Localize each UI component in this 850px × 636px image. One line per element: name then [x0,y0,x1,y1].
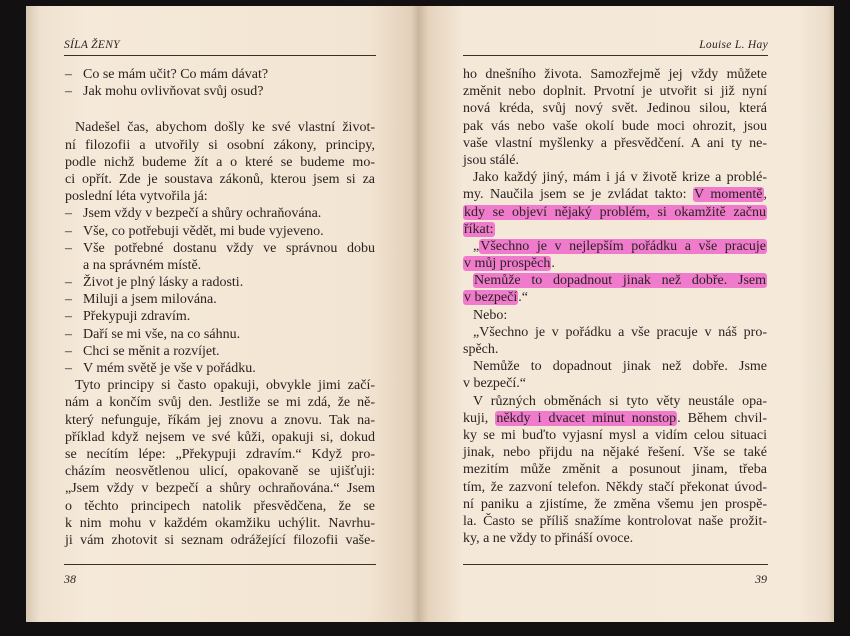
running-header-author: Louise L. Hay [699,39,768,51]
text-line [65,119,375,136]
list-item [65,223,375,240]
list-dash: – [65,326,72,342]
text-segment: spěch. [463,342,499,357]
text-segment: Překypuji zdravím. [83,309,191,325]
text-segment: Vše potřebné dostanu vždy ve správnou dobu [83,240,375,256]
text-segment: mezitím může změnit a posunout jinam, třeba [463,462,767,478]
text-line [463,238,767,255]
list-item [65,291,375,308]
page-number: 38 [64,572,76,586]
list-item [65,83,375,100]
page-number: 39 [755,572,767,586]
text-segment: nám a končím svůj den. Jestliže se mi zdá, že ně- [65,395,375,411]
text-segment: my. Naučila jsem se je zvládat takto: [463,187,694,203]
text-line [463,496,767,513]
list-item [65,308,375,325]
text-line [463,513,767,530]
highlighted-text: Nemůže to dopadnout jinak než dobře. Jsem [474,273,766,289]
text-segment: „ [473,238,480,254]
text-line [65,532,375,549]
text-segment: o těchto principech natolik přesvědčena, že se [65,498,375,514]
text-line [65,498,375,515]
text-segment: poslední léta vytvořila já: [65,189,208,205]
text-segment: „Všechno je v pořádku a vše pracuje v náš pro- [473,324,767,340]
text-line [463,272,767,289]
text-segment: ní filozofii a utvořily si osobní zákony, principy, [65,137,375,153]
list-item [65,205,375,222]
highlighted-text: kdy se objeví nějaký problém, si okamžitě začnu [464,204,766,220]
text-segment: Tyto principy si často opakuji, obvykle jimi začí- [75,378,375,394]
left-page-text [65,66,375,549]
list-item [65,343,375,360]
text-line [463,221,767,238]
text-line [65,154,375,171]
right-page-text [463,66,767,547]
text-line [463,393,767,410]
list-dash: – [65,84,72,100]
text-segment: a na správném místě. [83,257,202,273]
list-dash: – [65,67,72,82]
text-line [65,188,375,205]
text-line [65,412,375,429]
text-line [463,100,767,117]
text-line [463,410,767,427]
text-segment: tím, že zazvoní telefon. Někdy stačí překonat úvod- [463,479,767,495]
text-segment: Život je plný lásky a radosti. [83,275,244,291]
text-line [65,429,375,446]
text-segment: cházím neosvětlenou ulicí, opakovaně se ujišťuji: [65,464,375,480]
text-segment: Jako každý jiný, mám i já v životě krize a problé- [473,170,767,186]
text-segment: la. Často se příliš snažíme kontrolovat naše prožit- [463,513,767,529]
text-segment: Jak mohu ovlivňovat svůj osud? [83,84,264,100]
text-segment: ky se mi buďto vyjasní mysl a vidím celou situaci [463,427,767,443]
text-line [463,118,767,135]
highlighted-text: v můj prospěch [464,256,551,272]
highlighted-text: V momentě [694,187,763,203]
text-segment: jsou stálé. [463,152,519,168]
text-segment: ky, a ne vždy to přináší ovoce. [463,531,634,547]
list-item [65,240,375,257]
text-line [463,66,767,83]
text-segment: příklad když nejsem ve své kůži, opakuji si, dokud [65,429,375,445]
list-item [65,66,375,83]
highlighted-text: někdy i dvacet minut nonstop [496,410,677,426]
list-dash: – [65,240,72,256]
text-line [463,341,767,358]
list-dash: – [65,292,72,308]
text-segment: pak vás nebo vaše okolí bude moci ohrozit, jsou [463,118,767,134]
running-header-title: SÍLA ŽENY [64,39,120,51]
list-dash: – [65,309,72,325]
text-segment: Miluji a jsem milována. [83,292,217,308]
text-line [65,377,375,394]
text-segment: . [551,256,555,272]
text-line [65,515,375,532]
text-segment: Nebo: [473,307,508,323]
text-segment: Vše, co potřebuji vědět, mi bude vyjeveno. [83,223,324,239]
text-segment: podle nichž budeme žít a o které se budeme mo- [65,154,375,170]
text-segment: V různých obměnách si tyto věty neustále opa- [473,393,767,409]
text-segment: ho dnešního života. Samozřejmě jej vždy můžete [463,67,767,82]
text-segment: se necítím lépe: „Překypuji zdravím.“ Když pro- [65,446,375,462]
text-segment: v bezpečí.“ [463,376,526,392]
text-line [463,204,767,221]
text-line [65,463,375,480]
text-segment: Jsem vždy v bezpečí a shůry ochraňována. [83,206,322,222]
text-segment: .“ [518,290,528,306]
text-segment: ní paniku a zjistíme, že změna všemu jen prospě- [463,496,767,512]
text-line [65,137,375,154]
list-dash: – [65,223,72,239]
text-line [463,135,767,152]
text-line [65,171,375,188]
list-item [65,360,375,377]
text-segment: V mém světě je vše v pořádku. [83,361,256,376]
highlighted-text: říkat: [464,221,494,237]
header-rule [463,55,768,56]
text-segment: ji vám zhotovit si seznam odrážející filozofii vaše- [65,532,375,548]
text-line [463,358,767,375]
text-line [463,255,767,272]
text-line [463,479,767,496]
highlighted-text: v bezpečí [464,290,518,306]
text-line [463,83,767,100]
text-line [463,530,767,547]
text-segment: vaše vlastní myšlenky a přesvědčení. A ani ty ne- [463,135,767,151]
list-dash: – [65,275,72,291]
text-segment: změnit nebo doplnit. Prvotní je utvořit si již nyní [463,84,767,100]
text-line [65,480,375,497]
text-line [463,427,767,444]
footer-rule [463,564,768,565]
text-line [463,444,767,461]
text-segment: k nim mohu v každém okamžiku uchýlit. Navrhu- [65,515,375,531]
text-segment: jinak, nebo přijdu na nějaké řešení. Vše se také [463,445,767,461]
text-segment: nová kréda, svůj nový svět. Jedinou silou, která [463,101,767,117]
text-segment: Co se mám učit? Co mám dávat? [83,67,269,82]
highlighted-text: Všechno je v nejlepším pořádku a vše pracuje [480,238,766,254]
text-line [65,257,375,274]
list-item [65,326,375,343]
text-line [463,169,767,186]
text-line [65,394,375,411]
text-segment: , [763,187,767,203]
list-dash: – [65,361,72,376]
footer-rule [64,564,376,565]
text-segment: kuji, [463,410,496,426]
text-segment: Nadešel čas, abychom došly ke své vlastní život- [75,120,375,136]
text-segment: ci opřít. Zde je soustava zákonů, kterou jsem si za [65,171,375,187]
text-segment: . Během chvil- [677,410,768,426]
text-segment: který nefunguje, říkám jej znovu a znovu. Tak na- [65,412,375,428]
text-line [463,186,767,203]
left-page [26,6,418,622]
text-segment: Chci se měnit a rozvíjet. [83,343,220,359]
list-dash: – [65,343,72,359]
text-line [463,289,767,306]
text-line [463,152,767,169]
list-item [65,274,375,291]
text-segment: Daří se mi vše, na co sáhnu. [83,326,241,342]
text-line [65,446,375,463]
list-dash: – [65,206,72,222]
text-line [463,324,767,341]
text-segment: „Jsem vždy v bezpečí a shůry ochraňována.“ Jsem [65,481,375,497]
right-page [418,6,834,622]
text-segment: Nemůže to dopadnout jinak než dobře. Jsme [473,359,767,375]
header-rule [64,55,376,56]
text-line [463,307,767,324]
text-line [463,461,767,478]
text-line [463,375,767,392]
